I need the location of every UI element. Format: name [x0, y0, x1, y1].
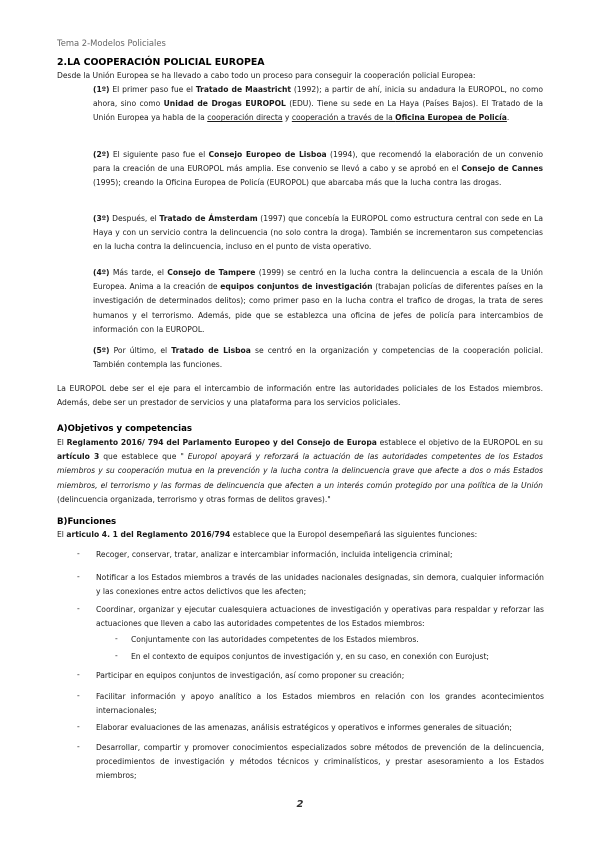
text-run: (1995); creando la Oficina Europea de Policía (EUROPOL) que abarcaba más que la lucha contra las drogas.: [93, 178, 502, 188]
article-reference: articulo 4. 1 del Reglamento 2016/794: [66, 530, 231, 539]
text-run: (delincuencia organizada, terrorismo y otras formas de delitos graves).": [57, 494, 331, 504]
section-b-intro: [57, 528, 543, 542]
bullet-dash: -: [77, 604, 80, 613]
sub-function-item: Conjuntamente con las autoridades competentes de los Estados miembros.: [131, 635, 419, 644]
text-run: El primer paso fue el: [109, 85, 196, 94]
council-name: Consejo Europeo de Lisboa: [208, 150, 327, 159]
paragraph-maastricht: [93, 83, 543, 126]
text-run: (trabajan policías de diferentes países en la investigación de determinados delitos); como primer paso en la lucha contra el trafico de drogas, la trata de seres humanos y el terrorismo. Además, pide que se establezca una oficina de jefes de policía para intercambios de información con la EUROPOL.: [93, 282, 544, 334]
text-run: El: [57, 530, 67, 539]
key-term: equipos conjuntos de investigación: [220, 282, 373, 292]
paragraph-number: (4º): [93, 268, 110, 277]
text-run: establece el objetivo de la EUROPOL en su: [376, 438, 543, 447]
text-run: se centró en la organización y competencias de la cooperación policial. También contempla las funciones.: [93, 346, 544, 370]
office-name: Oficina Europea de Policía: [395, 113, 507, 123]
text-run: (1994), que recomendó la elaboración de un convenio para la creación de una EUROPOL más amplia. Ese convenio se llevó a cabo y se aprobó en el: [93, 150, 543, 174]
running-header: Tema 2-Modelos Policiales: [57, 38, 166, 48]
paragraph-number: (5º): [93, 346, 110, 355]
treaty-name: Tratado de Ámsterdam: [159, 214, 258, 223]
paragraph-number: (2º): [93, 150, 110, 159]
europol-paragraph: La EUROPOL debe ser el eje para el intercambio de información entre las autoridades policiales de los Estados miembros. Además, debe ser un prestador de servicios y una plataforma para los servicios policiales.: [57, 384, 543, 408]
council-name: Consejo de Cannes: [461, 164, 543, 174]
function-item: Coordinar, organizar y ejecutar cualesquiera actuaciones de investigación y operativas para respaldar y reforzar las actuaciones que lleven a cabo las autoridades competentes de los Estados miembros:: [96, 605, 544, 629]
text-run: (1999) se centró en la lucha contra la delincuencia a escala de la Unión Europea. Anima a la creación de: [93, 268, 543, 292]
paragraph-lisboa-treaty: [93, 344, 543, 372]
text-run: Después, el: [109, 214, 160, 223]
sub-function-item: En el contexto de equipos conjuntos de investigación y, en su caso, en conexión con Eurojust;: [131, 652, 489, 661]
section-title: 2.LA COOPERACIÓN POLICIAL EUROPEA: [57, 57, 265, 68]
regulation-name: Reglamento 2016/ 794 del Parlamento Europeo y del Consejo de Europa: [66, 438, 377, 447]
function-item: Desarrollar, compartir y promover conocimientos especializados sobre métodos de prevención de la delincuencia, procedimientos de investigación y métodos técnicos y criminalísticos, y prestar asesoramiento a los Estados miembros;: [96, 743, 544, 781]
section-a-paragraph: [57, 436, 543, 507]
text-run: que establece que: [99, 452, 181, 462]
bullet-dash: -: [77, 572, 80, 581]
bullet-dash: -: [77, 691, 80, 700]
text-run: Por último, el: [109, 346, 172, 355]
unit-name: Unidad de Drogas EUROPOL: [163, 99, 286, 109]
text-run: .: [506, 113, 510, 123]
function-item: Elaborar evaluaciones de las amenazas, análisis estratégicos y operativos e informes generales de situación;: [96, 723, 512, 732]
paragraph-tampere: [93, 266, 543, 337]
page-number: 2: [296, 799, 304, 810]
function-item: Recoger, conservar, tratar, analizar e intercambiar información, incluida inteligencia criminal;: [96, 550, 453, 559]
bullet-dash: -: [77, 549, 80, 558]
treaty-name: Tratado de Lisboa: [171, 346, 251, 355]
article-reference: artículo 3: [57, 452, 100, 462]
bullet-dash: -: [77, 670, 80, 679]
text-run: El: [57, 438, 67, 447]
function-item: Notificar a los Estados miembros a través de las unidades nacionales designadas, sin demora, cualquier información y las conexiones entre actos delictivos que les afecten;: [96, 573, 544, 597]
paragraph-number: (1º): [93, 85, 110, 94]
intro-paragraph: Desde la Unión Europea se ha llevado a cabo todo un proceso para conseguir la cooperación policial Europea:: [57, 71, 476, 80]
text-run: (EDU). Tiene su sede en La Haya (Países Bajos). El Tratado de la Unión Europea ya habla de la: [93, 99, 543, 123]
text-run: El siguiente paso fue el: [109, 150, 209, 159]
paragraph-amsterdam: [93, 212, 543, 255]
paragraph-number: (3º): [93, 214, 110, 223]
underlined-term: cooperación a través de la: [291, 113, 396, 123]
article-quote: " Europol apoyará y reforzará la actuación de las autoridades competentes de los Estados miembros y su cooperación mutua en la prevención y la lucha contra la delincuencia grave que afecte a dos o más Estados miembros, el terrorismo y las formas de delincuencia que afecten a un interés común protegido por una política de la Unión: [57, 452, 543, 490]
section-a-heading: A)Objetivos y competencias: [57, 424, 193, 434]
text-run: y: [282, 113, 292, 123]
text-run: (1992); a partir de ahí, inicia su andadura la EUROPOL, no como ahora, sino como: [93, 85, 544, 109]
bullet-dash: -: [77, 742, 80, 751]
text-run: (1997) que concebía la EUROPOL como estructura central con sede en La Haya y con un servicio contra la delincuencia (no solo contra la droga). También se incrementaron sus competencias en la lucha contra la delincuencia, incluso en el punto de vista operativo.: [93, 214, 543, 252]
treaty-name: Tratado de Maastricht: [195, 85, 292, 94]
function-item: Participar en equipos conjuntos de investigación, así como proponer su creación;: [96, 671, 405, 680]
bullet-dash: -: [115, 634, 118, 643]
council-name: Consejo de Tampere: [167, 268, 256, 277]
text-run: establece que la Europol desempeñará las siguientes funciones:: [230, 530, 478, 539]
text-run: Más tarde, el: [109, 268, 168, 277]
function-item: Facilitar información y apoyo analítico a los Estados miembros en relación con los grandes acontecimientos internacionales;: [96, 692, 544, 716]
bullet-dash: -: [115, 651, 118, 660]
section-b-heading: B)Funciones: [57, 517, 117, 527]
bullet-dash: -: [77, 722, 80, 731]
paragraph-lisboa-council: [93, 148, 543, 191]
underlined-term: cooperación directa: [207, 113, 283, 123]
